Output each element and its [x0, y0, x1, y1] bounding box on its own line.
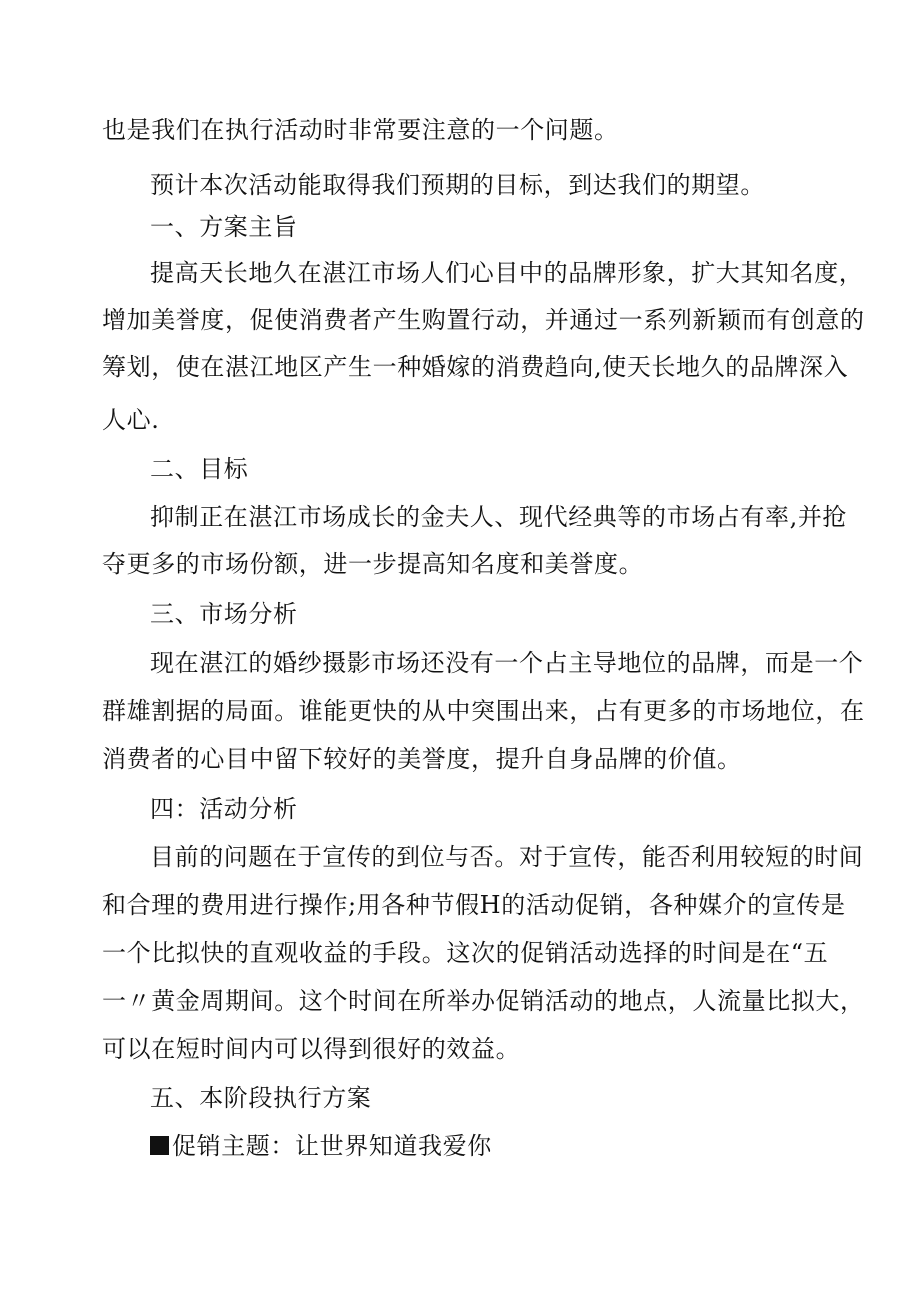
- black-square-bullet-icon: [150, 1136, 169, 1155]
- paragraph-market-line-2: 群雄割据的局面。谁能更快的从中突围出来，占有更多的市场地位，在: [102, 697, 865, 725]
- heading-plan-purpose: 一、方案主旨: [150, 213, 298, 241]
- paragraph-goal-line-1: 抑制正在湛江市场成长的金夫人、现代经典等的市场占有率,并抢: [150, 503, 848, 531]
- paragraph-activity-line-4: 一〃黄金周期间。这个时间在所举办促销活动的地点，人流量比拟大，: [102, 987, 865, 1015]
- paragraph-purpose-line-3: 筹划，使在湛江地区产生一种婚嫁的消费趋向,使天长地久的品牌深入: [102, 353, 849, 381]
- paragraph-market-line-1: 现在湛江的婚纱摄影市场还没有一个占主导地位的品牌，而是一个: [150, 649, 864, 677]
- heading-execution-plan: 五、本阶段执行方案: [150, 1084, 372, 1112]
- paragraph-activity-line-3: 一个比拟快的直观收益的手段。这次的促销活动选择的时间是在“五: [102, 939, 829, 967]
- heading-market-analysis: 三、市场分析: [150, 600, 298, 628]
- paragraph-expectation: 预计本次活动能取得我们预期的目标，到达我们的期望。: [150, 171, 765, 199]
- paragraph-goal-line-2: 夺更多的市场份额，进一步提高知名度和美誉度。: [102, 550, 644, 578]
- promotion-theme-text: 促销主题：让世界知道我爱你: [172, 1132, 492, 1160]
- heading-activity-analysis: 四：活动分析: [150, 795, 298, 823]
- bullet-promotion-theme: [150, 1131, 492, 1161]
- paragraph-activity-line-5: 可以在短时间内可以得到很好的效益。: [102, 1035, 521, 1063]
- paragraph-purpose-line-2: 增加美誉度，促使消费者产生购置行动，并通过一系列新颖而有创意的: [102, 306, 865, 334]
- paragraph-purpose-line-1: 提高天长地久在湛江市场人们心目中的品牌形象，扩大其知名度，: [150, 259, 864, 287]
- paragraph-market-line-3: 消费者的心目中留下较好的美誉度，提升自身品牌的价值。: [102, 745, 742, 773]
- paragraph-continuation: 也是我们在执行活动时非常要注意的一个问题。: [102, 116, 619, 144]
- paragraph-activity-line-1: 目前的问题在于宣传的到位与否。对于宣传，能否利用较短的时间: [150, 843, 864, 871]
- paragraph-purpose-line-4: 人心.: [102, 406, 160, 434]
- paragraph-activity-line-2: 和合理的费用进行操作;用各种节假Η的活动促销，各种媒介的宣传是: [102, 891, 846, 919]
- heading-goal: 二、目标: [150, 455, 249, 483]
